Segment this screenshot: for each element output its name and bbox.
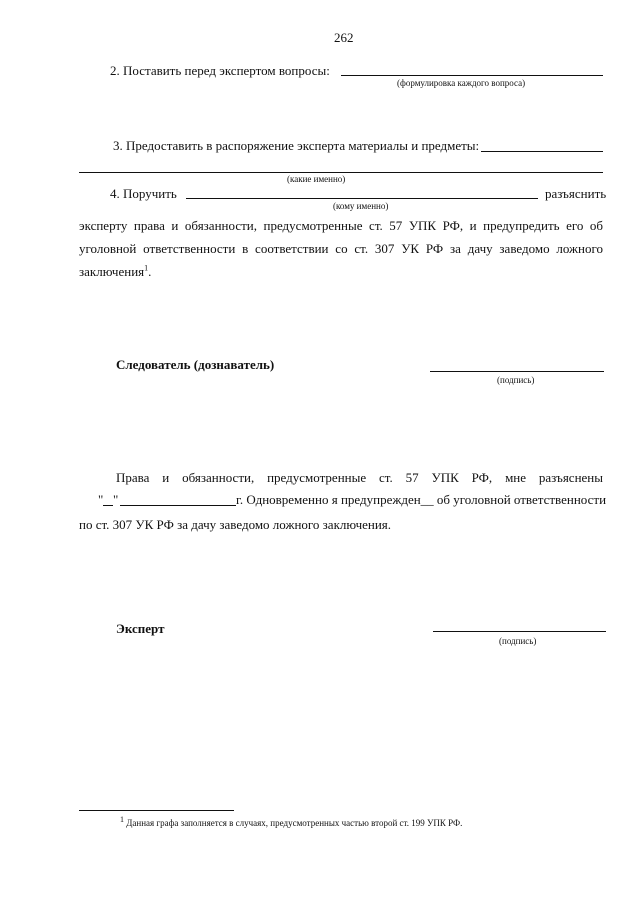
item-3-caption: (какие именно) xyxy=(287,174,346,184)
expert-signature-line[interactable] xyxy=(433,631,606,632)
item-2-answer-line[interactable] xyxy=(341,75,603,76)
rights-quote-close: " xyxy=(113,492,119,507)
investigator-signature-caption: (подпись) xyxy=(497,375,535,385)
footnote-mark: 1 xyxy=(120,815,124,824)
page-number: 262 xyxy=(334,30,354,45)
footnote-ref: 1 xyxy=(144,263,149,273)
item-4-line-3: уголовной ответственности в соответствии со ст. 307 УК РФ за дачу заведомо ложного xyxy=(79,241,603,256)
expert-signature-caption: (подпись) xyxy=(499,636,537,646)
item-4-line-4 xyxy=(79,264,151,280)
item-4-caption: (кому именно) xyxy=(333,201,389,211)
rights-line-3: по ст. 307 УК РФ за дачу заведомо ложного заключения. xyxy=(79,517,392,532)
rights-line-2-tail: г. Одновременно я предупрежден__ об уголовной ответственности xyxy=(236,492,607,507)
investigator-signature-line[interactable] xyxy=(430,371,604,372)
item-3-answer-line-2[interactable] xyxy=(79,172,603,173)
investigator-label: Следователь (дознаватель) xyxy=(116,357,275,372)
item-4-line-4-text: заключения xyxy=(79,264,145,279)
footnote-separator xyxy=(79,810,234,811)
expert-label: Эксперт xyxy=(116,621,165,636)
item-4-prefix: 4. Поручить xyxy=(110,186,177,201)
rights-month-year-line[interactable] xyxy=(120,505,236,506)
item-4-line-2: эксперту права и обязанности, предусмотренные ст. 57 УПК РФ, и предупредить его об xyxy=(79,218,603,233)
footnote xyxy=(120,815,463,828)
item-2-text: 2. Поставить перед экспертом вопросы: xyxy=(110,63,330,78)
item-3-text: 3. Предоставить в распоряжение эксперта материалы и предметы: xyxy=(113,138,480,153)
footnote-text: Данная графа заполняется в случаях, предусмотренных частью второй ст. 199 УПК РФ. xyxy=(126,818,463,828)
item-4-suffix: разъяснить xyxy=(545,186,607,201)
rights-day-line[interactable] xyxy=(103,505,113,506)
rights-line-1: Права и обязанности, предусмотренные ст. 57 УПК РФ, мне разъяснены xyxy=(116,470,603,485)
item-3-answer-line[interactable] xyxy=(481,151,603,152)
item-2-caption: (формулировка каждого вопроса) xyxy=(397,78,526,88)
item-4-line-4-end: . xyxy=(148,264,152,279)
item-4-assignee-line[interactable] xyxy=(186,198,538,199)
rights-quote-open: " xyxy=(98,492,104,507)
